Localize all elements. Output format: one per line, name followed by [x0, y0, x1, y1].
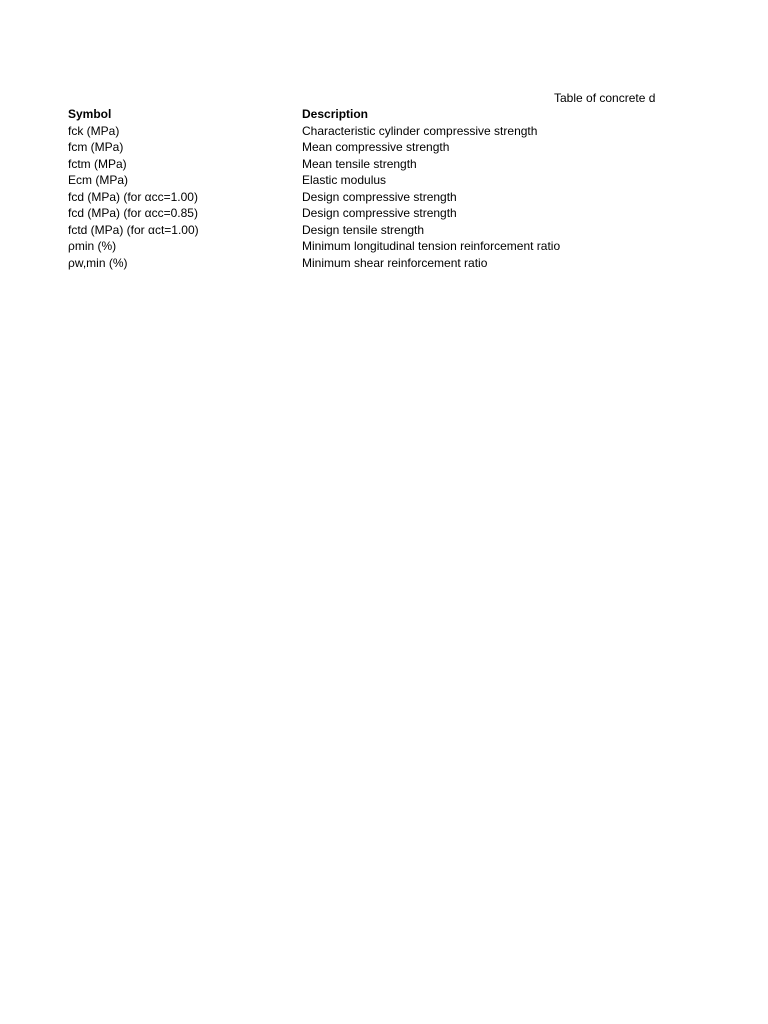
description-cell: Design compressive strength: [302, 189, 457, 204]
table-row: [68, 238, 628, 255]
description-cell: Elastic modulus: [302, 173, 387, 187]
symbol-cell: fcd (MPa) (for αcc=0.85): [68, 206, 198, 220]
description-cell: Design tensile strength: [302, 222, 425, 237]
description-column-header: Description: [302, 107, 369, 121]
symbol-cell: fctd (MPa) (for αct=1.00): [68, 222, 199, 237]
table-row: [68, 139, 628, 156]
symbol-cell: ρmin (%): [68, 239, 117, 253]
concrete-properties-table: [68, 106, 628, 271]
table-row: [68, 205, 628, 222]
document-title: Table of concrete d: [554, 91, 656, 105]
description-cell: Mean tensile strength: [302, 156, 417, 171]
table-row: [68, 222, 628, 239]
table-row: [68, 156, 628, 173]
description-cell: Characteristic cylinder compressive strength: [302, 123, 538, 138]
symbol-cell: fctm (MPa): [68, 156, 127, 171]
table-row: [68, 172, 628, 189]
symbol-cell: fcd (MPa) (for αcc=1.00): [68, 189, 198, 204]
table-row: [68, 123, 628, 140]
symbol-cell: Ecm (MPa): [68, 173, 128, 187]
symbol-cell: fck (MPa): [68, 123, 120, 138]
symbol-cell: fcm (MPa): [68, 140, 124, 154]
symbol-cell: ρw,min (%): [68, 255, 128, 270]
table-header-row: [68, 106, 628, 123]
description-cell: Mean compressive strength: [302, 140, 450, 154]
table-row: [68, 255, 628, 272]
symbol-column-header: Symbol: [68, 107, 112, 121]
table-row: [68, 189, 628, 206]
description-cell: Minimum longitudinal tension reinforcement ratio: [302, 239, 561, 253]
description-cell: Design compressive strength: [302, 206, 457, 220]
description-cell: Minimum shear reinforcement ratio: [302, 255, 488, 270]
